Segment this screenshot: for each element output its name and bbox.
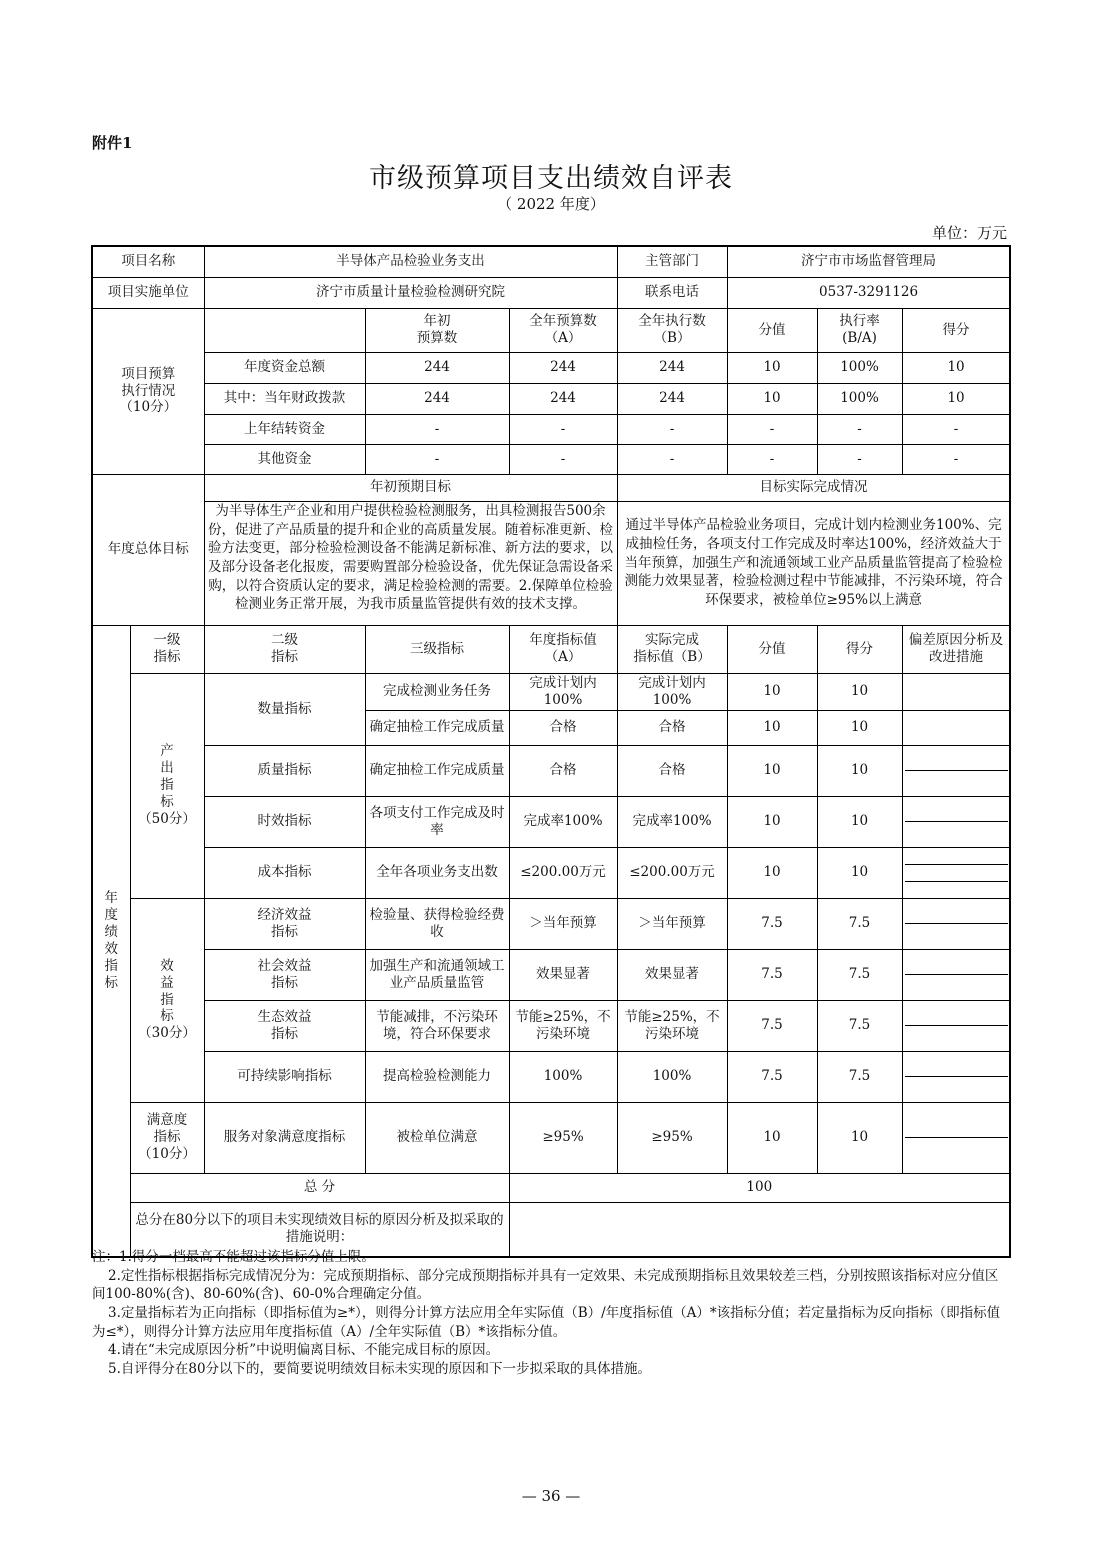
indicator-row	[92, 1051, 1010, 1102]
score-cell: 10	[817, 1102, 902, 1173]
budget-score: -	[902, 444, 1010, 474]
target-cell: 100%	[509, 1051, 617, 1102]
unit-label: 单位：万元	[931, 224, 1007, 242]
level3-cell: 确定抽检工作完成质量	[365, 745, 509, 796]
budget-rate: -	[817, 414, 902, 444]
target-cell: 合格	[509, 745, 617, 796]
budget-header-init: 年初 预算数	[365, 308, 509, 352]
budget-exec: -	[617, 444, 727, 474]
deviation-cell	[902, 949, 1010, 1000]
budget-exec: 244	[617, 383, 727, 414]
score-value-cell: 7.5	[727, 898, 817, 949]
indicator-row	[92, 1102, 1010, 1173]
budget-annual: -	[509, 444, 617, 474]
budget-rate: -	[817, 444, 902, 474]
budget-exec: -	[617, 414, 727, 444]
score-cell: 10	[817, 847, 902, 898]
level3-cell: 全年各项业务支出数	[365, 847, 509, 898]
actual-cell: 效果显著	[617, 949, 727, 1000]
score-value-cell: 7.5	[727, 949, 817, 1000]
target-cell: ＞当年预算	[509, 898, 617, 949]
budget-score-value: 10	[727, 352, 817, 383]
dept-value: 济宁市市场监督管理局	[727, 246, 1010, 277]
score-cell: 10	[817, 710, 902, 745]
budget-score-value: -	[727, 444, 817, 474]
page-number: — 36 —	[521, 1487, 581, 1505]
level3-cell: 完成检测业务任务	[365, 673, 509, 710]
phone-label: 联系电话	[617, 277, 727, 308]
budget-header-blank	[204, 308, 365, 352]
deviation-cell	[902, 745, 1010, 796]
budget-header-annual: 全年预算数 （A）	[509, 308, 617, 352]
budget-row-label: 其他资金	[204, 444, 365, 474]
total-value: 100	[509, 1173, 1010, 1202]
budget-row	[92, 352, 1010, 383]
budget-init: -	[365, 414, 509, 444]
score-value-cell: 10	[727, 1102, 817, 1173]
indicator-row	[92, 796, 1010, 847]
budget-header-rate: 执行率 (B/A)	[817, 308, 902, 352]
deviation-cell	[902, 847, 1010, 898]
deviation-cell	[902, 673, 1010, 710]
target-header: 年度指标值 （A）	[509, 625, 617, 673]
actual-goal-header: 目标实际完成情况	[617, 474, 1010, 501]
project-name: 半导体产品检验业务支出	[204, 246, 617, 277]
indicator-row	[92, 745, 1010, 796]
level3-cell: 被检单位满意	[365, 1102, 509, 1173]
actual-cell: ＞当年预算	[617, 898, 727, 949]
budget-rate: 100%	[817, 352, 902, 383]
budget-score: -	[902, 414, 1010, 444]
actual-cell: 合格	[617, 710, 727, 745]
level3-header: 三级指标	[365, 625, 509, 673]
budget-init: -	[365, 444, 509, 474]
level3-cell: 提高检验检测能力	[365, 1051, 509, 1102]
evaluation-table	[91, 245, 1011, 1258]
deviation-cell	[902, 710, 1010, 745]
actual-cell: 100%	[617, 1051, 727, 1102]
level2-cell: 可持续影响指标	[204, 1051, 365, 1102]
indicator-row	[92, 949, 1010, 1000]
budget-header-exec: 全年执行数 （B）	[617, 308, 727, 352]
score-cell: 10	[817, 745, 902, 796]
budget-row	[92, 414, 1010, 444]
level3-cell: 确定抽检工作完成质量	[365, 710, 509, 745]
target-cell: 合格	[509, 710, 617, 745]
score-header: 得分	[817, 625, 902, 673]
note-item: 2.定性指标根据指标完成情况分为：完成预期指标、部分完成预期指标并具有一定效果、未完成预期指标且效果较差三档，分别按照该指标对应分值区间100-80%(含)、80-60%(含)、60-0%合理确定分值。	[92, 1267, 999, 1303]
level2-cell: 生态效益指标	[204, 1000, 365, 1051]
score-cell: 10	[817, 673, 902, 710]
project-name-label: 项目名称	[92, 246, 204, 277]
total-label: 总 分	[130, 1173, 509, 1202]
note-item: 3.定量指标若为正向指标（即指标值为≥*），则得分计算方法应用全年实际值（B）/年度指标值（A）*该指标分值；若定量指标为反向指标（即指标值为≤*），则得分计算方法应用年度指标值（A）/全年实际值（B）*该指标分值。	[92, 1304, 1001, 1340]
notes	[92, 1248, 1010, 1378]
actual-cell: ≥95%	[617, 1102, 727, 1173]
target-cell: 完成率100%	[509, 796, 617, 847]
score-value-cell: 10	[727, 673, 817, 710]
score-cell: 7.5	[817, 1000, 902, 1051]
score-cell: 7.5	[817, 898, 902, 949]
level3-cell: 加强生产和流通领域工业产品质量监管	[365, 949, 509, 1000]
deviation-header: 偏差原因分析及 改进措施	[902, 625, 1010, 673]
actual-header: 实际完成 指标值（B）	[617, 625, 727, 673]
target-cell: 节能≥25%，不污染环境	[509, 1000, 617, 1051]
note-item: 注：1.得分一档最高不能超过该指标分值上限。	[92, 1249, 375, 1265]
score-value-cell: 10	[727, 710, 817, 745]
budget-section-label: 项目预算 执行情况 （10分）	[92, 308, 204, 474]
score-value-cell: 10	[727, 745, 817, 796]
target-cell: ≤200.00万元	[509, 847, 617, 898]
budget-annual: -	[509, 414, 617, 444]
budget-header-score-value: 分值	[727, 308, 817, 352]
level1-header: 一级 指标	[130, 625, 204, 673]
score-value-header: 分值	[727, 625, 817, 673]
level2-cell: 经济效益指标	[204, 898, 365, 949]
indicator-row	[92, 1000, 1010, 1051]
target-cell: ≥95%	[509, 1102, 617, 1173]
budget-rate: 100%	[817, 383, 902, 414]
budget-score: 10	[902, 383, 1010, 414]
note-item: 4.请在“未完成原因分析”中说明偏离目标、不能完成目标的原因。	[108, 1342, 500, 1359]
budget-row	[92, 383, 1010, 414]
budget-row	[92, 444, 1010, 474]
score-value-cell: 10	[727, 796, 817, 847]
budget-row-label: 上年结转资金	[204, 414, 365, 444]
actual-cell: 完成率100%	[617, 796, 727, 847]
level2-cell: 成本指标	[204, 847, 365, 898]
below80-label: 总分在80分以下的项目未实现绩效目标的原因分析及拟采取的措施说明：	[130, 1202, 509, 1257]
level2-header: 二级 指标	[204, 625, 365, 673]
target-cell: 效果显著	[509, 949, 617, 1000]
level2-cell: 服务对象满意度指标	[204, 1102, 365, 1173]
indicator-row	[92, 673, 1010, 710]
perf-section-label: 年 度 绩 效 指 标	[92, 625, 130, 1257]
budget-score-value: -	[727, 414, 817, 444]
deviation-cell	[902, 1102, 1010, 1173]
deviation-cell	[902, 1000, 1010, 1051]
score-value-cell: 7.5	[727, 1051, 817, 1102]
level2-cell: 质量指标	[204, 745, 365, 796]
budget-annual: 244	[509, 383, 617, 414]
attachment-label: 附件1	[92, 134, 133, 152]
score-cell: 10	[817, 796, 902, 847]
year-subtitle: （ 2022 年度）	[497, 195, 605, 213]
budget-row-label: 其中：当年财政拨款	[204, 383, 365, 414]
actual-cell: 合格	[617, 745, 727, 796]
benefit-indicator-label: 效 益 指 标 （30分）	[130, 898, 204, 1102]
deviation-cell	[902, 898, 1010, 949]
budget-score: 10	[902, 352, 1010, 383]
deviation-cell	[902, 796, 1010, 847]
level3-cell: 检验量、获得检验经费收	[365, 898, 509, 949]
budget-init: 244	[365, 352, 509, 383]
budget-annual: 244	[509, 352, 617, 383]
planned-goal-text: 为半导体生产企业和用户提供检验检测服务，出具检测报告500余份，促进了产品质量的提升和企业的高质量发展。随着标准更新、检验方法变更，部分检验检测设备不能满足新标准、新方法的要求，以及部分设备老化报废，需要购置部分检验设备，优先保证急需设备采购，以符合资质认定的要求，满足检验检测的需要。2.保障单位检验检测业务正常开展，为我市质量监管提供有效的技术支撑。	[204, 501, 617, 625]
overall-goal-label: 年度总体目标	[92, 474, 204, 625]
budget-score-value: 10	[727, 383, 817, 414]
budget-exec: 244	[617, 352, 727, 383]
note-item: 5.自评得分在80分以下的，要简要说明绩效目标未实现的原因和下一步拟采取的具体措施。	[108, 1360, 652, 1377]
indicator-row	[92, 847, 1010, 898]
deviation-cell	[902, 1051, 1010, 1102]
dept-label: 主管部门	[617, 246, 727, 277]
satisfaction-indicator-label: 满意度 指标 （10分）	[130, 1102, 204, 1173]
indicator-row	[92, 898, 1010, 949]
actual-cell: 完成计划内100%	[617, 673, 727, 710]
budget-init: 244	[365, 383, 509, 414]
output-indicator-label: 产 出 指 标 （50分）	[130, 673, 204, 898]
score-value-cell: 10	[727, 847, 817, 898]
impl-unit-label: 项目实施单位	[92, 277, 204, 308]
target-cell: 完成计划内100%	[509, 673, 617, 710]
level2-cell: 时效指标	[204, 796, 365, 847]
actual-goal-text: 通过半导体产品检验业务项目，完成计划内检测业务100%、完成抽检任务，各项支付工作完成及时率达100%，经济效益大于当年预算，加强生产和流通领域工业产品质量监管提高了检验检测能力效果显著，检验检测过程中节能减排，不污染环境，符合环保要求，被检单位≥95%以上满意	[617, 501, 1010, 625]
level2-cell: 数量指标	[204, 673, 365, 745]
score-value-cell: 7.5	[727, 1000, 817, 1051]
score-cell: 7.5	[817, 949, 902, 1000]
impl-unit: 济宁市质量计量检验检测研究院	[204, 277, 617, 308]
level3-cell: 节能减排，不污染环境，符合环保要求	[365, 1000, 509, 1051]
actual-cell: 节能≥25%，不污染环境	[617, 1000, 727, 1051]
page-title: 市级预算项目支出绩效自评表	[369, 163, 733, 194]
planned-goal-header: 年初预期目标	[204, 474, 617, 501]
actual-cell: ≤200.00万元	[617, 847, 727, 898]
budget-row-label: 年度资金总额	[204, 352, 365, 383]
budget-header-score: 得分	[902, 308, 1010, 352]
level3-cell: 各项支付工作完成及时率	[365, 796, 509, 847]
score-cell: 7.5	[817, 1051, 902, 1102]
level2-cell: 社会效益指标	[204, 949, 365, 1000]
phone-value: 0537-3291126	[727, 277, 1010, 308]
